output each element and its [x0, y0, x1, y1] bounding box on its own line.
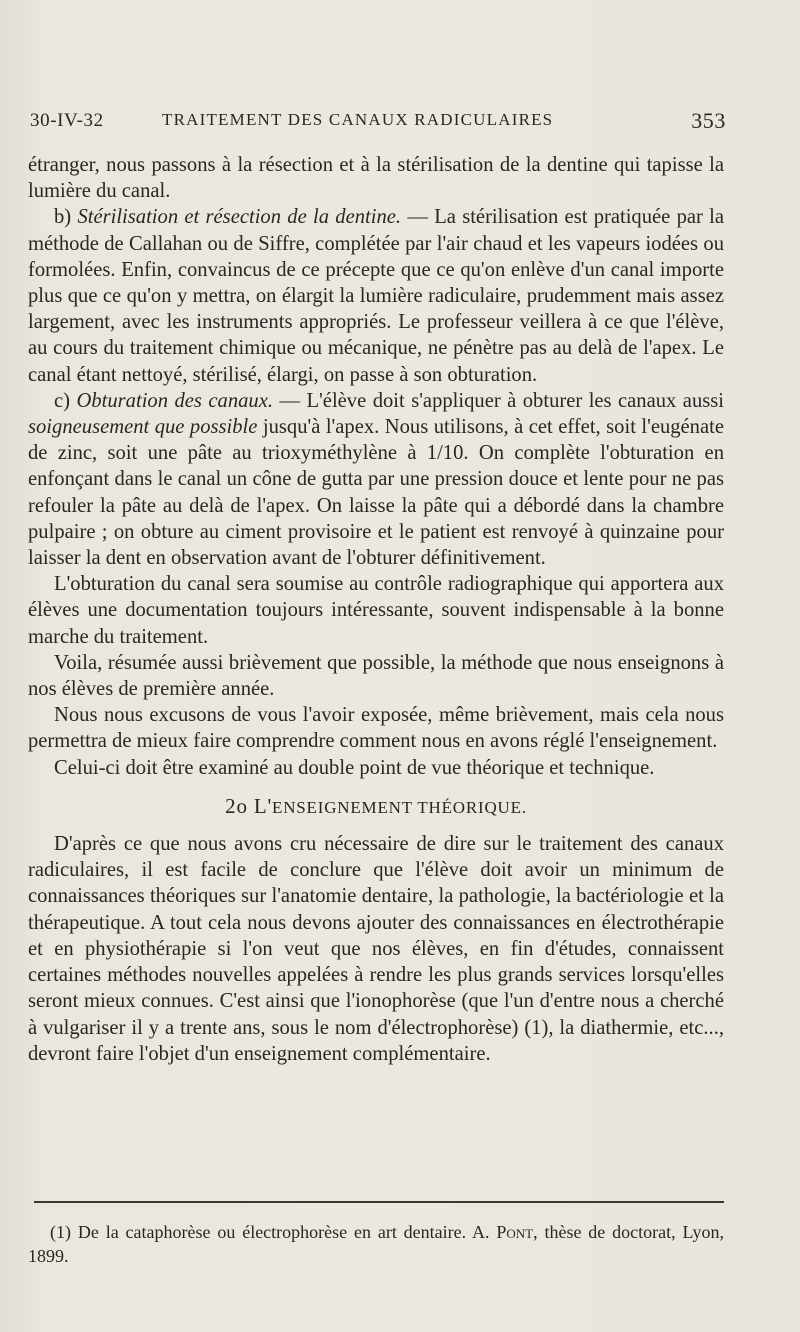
paragraph-text: — L'élève doit s'appliquer à obturer les canaux aussi [273, 389, 724, 412]
paragraph-obturation [28, 388, 724, 571]
paragraph: L'obturation du canal sera soumise au contrôle radiographique qui apportera aux élèves une documentation toujours intéressante, souvent indispensable à la bonne marche du traitement. [28, 573, 724, 648]
paragraph: D'après ce que nous avons cru nécessaire de dire sur le traitement des canaux radiculaires, il est facile de conclure que l'élève doit avoir un minimum de connaissances théoriques sur l'anatomie dentaire, la pathologie, la bactériologie et la thérapeutique. A tout cela nous devons ajouter des connaissances en électrothérapie et en physiothérapie si l'on veut que nos élèves, en fin d'études, connaissent certaines méthodes nouvelles appelées à rendre les plus grands services lorsqu'elles seront mieux connues. C'est ainsi que l'ionophorèse (que l'un d'entre nous a cherché à vulgariser il y a trente ans, sous le nom d'électrophorèse) (1), la diathermie, etc..., devront faire l'objet d'un enseignement complémentaire. [28, 833, 724, 1065]
emphasis: soigneusement que possible [28, 416, 258, 439]
footnote-text: , thèse de doctorat, Lyon, 1899. [28, 1222, 724, 1266]
footnote [28, 1220, 724, 1268]
footnote-text: (1) De la cataphorèse ou électrophorèse en art dentaire. A. [50, 1222, 497, 1242]
footnote-rule [34, 1201, 724, 1203]
section-title: ENSEIGNEMENT THÉORIQUE. [272, 797, 527, 817]
section-initial: L' [253, 793, 273, 818]
item-title: Stérilisation et résection de la dentine. [77, 206, 402, 229]
paragraph: Celui-ci doit être examiné au double point de vue théorique et technique. [54, 756, 655, 779]
paragraph: Nous nous excusons de vous l'avoir exposée, même brièvement, mais cela nous permettra de mieux faire comprendre comment nous en avons réglé l'enseignement. [28, 704, 724, 753]
paragraph-text: — La stérilisation est pratiquée par la méthode de Callahan ou de Siffre, complétée par l'air chaud et les vapeurs iodées ou formolées. Enfin, convaincus de ce précepte que ce qu'on enlève d'un canal importe plus que ce qu'on y mettra, on élargit la lumière radiculaire, prudemment mais assez largement, avec les instruments appropriés. Le professeur veillera à ce que l'élève, au cours du traitement chimique ou mécanique, ne pénètre pas au delà de l'apex. Le canal étant nettoyé, stérilisé, élargi, on passe à son obturation. [28, 206, 725, 386]
item-label: b) [54, 206, 78, 229]
paragraph: étranger, nous passons à la résection et à la stérilisation de la dentine qui tapisse la lumière du canal. [28, 154, 724, 203]
running-header [30, 108, 726, 138]
paragraph: Voila, résumée aussi brièvement que possible, la méthode que nous enseignons à nos élèves de première année. [28, 651, 724, 701]
page-number: 353 [691, 108, 726, 133]
item-label: c) [54, 389, 77, 412]
section-number: 2o [225, 793, 254, 818]
item-title: Obturation des canaux. [76, 389, 273, 412]
section-heading [28, 793, 724, 821]
paragraph-sterilisation [28, 204, 724, 387]
paragraph-text: jusqu'à l'apex. Nous utilisons, à cet effet, soit l'eugénate de zinc, soit une pâte au trioxyméthylène à 1/10. On complète l'obturation en enfonçant dans le canal un cône de gutta par une pression douce et lente pour ne pas refouler la pâte au delà de l'apex. On laisse la pâte qui a débordé dans la chambre pulpaire ; on obture au ciment provisoire et le patient est renvoyé à quinzaine pour laisser la dent en observation avant de l'obturer définitivement. [28, 416, 724, 570]
running-title: TRAITEMENT DES CANAUX RADICULAIRES [162, 110, 554, 129]
folio-date: 30-IV-32 [30, 110, 104, 131]
body-text [28, 152, 724, 1067]
footnote-author: Pont [496, 1222, 534, 1242]
